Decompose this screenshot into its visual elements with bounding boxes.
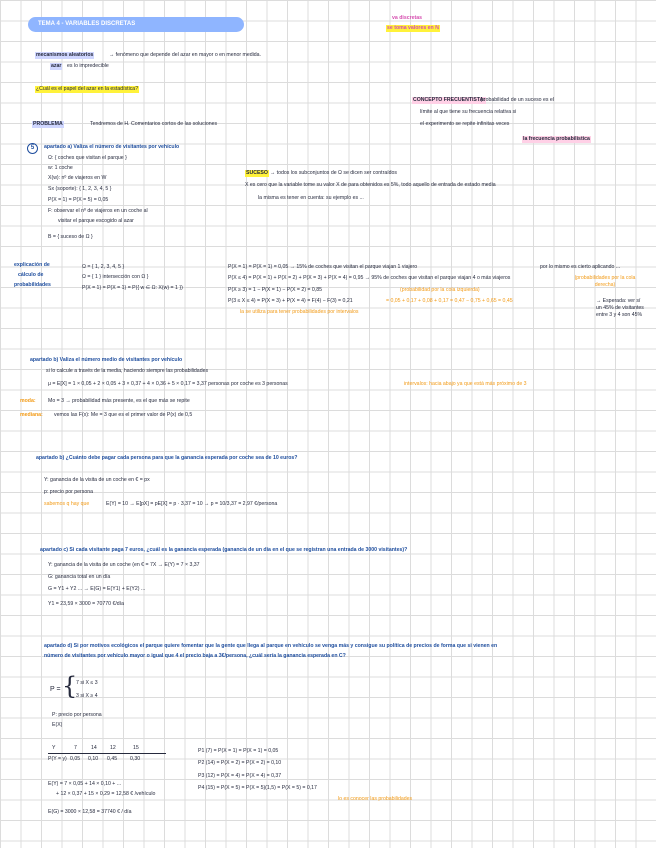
- part-d-heading: apartado d) Si por motivos ecológicos el parque quiere fomentar que la gente que llega al parque en vehículo se venga más y consigue su política de precios de forma que si vienen en: [44, 643, 498, 649]
- problem-label: PROBLEMA: [33, 121, 63, 127]
- page-title: TEMA 4 - VARIABLES DISCRETAS: [38, 21, 136, 27]
- table-head-cell: 12: [110, 745, 116, 751]
- explanation-right: P(X = 1) = P(X = 1) = 0,05 → 15% de coches que visitan el parque viajan 1 viajero: [228, 264, 418, 270]
- table-row-cell: 0,45: [107, 756, 118, 762]
- part-d-calc3: E(G) = 3000 × 12,58 = 37740 € / día: [48, 809, 132, 815]
- part-b2-heading: apartado b) ¿Cuánto debe pagar cada persona para que la ganancia esperada por coche sea de 10 euros?: [36, 455, 298, 461]
- table-row-cell: 0,05: [70, 756, 81, 762]
- definition-line1: probabilidad de un suceso es el: [481, 97, 554, 103]
- moda-text: Mo = 3 → probabilidad más presente, es el que más se repite: [48, 398, 190, 404]
- top-note-line2: se toma valores en ℕ: [387, 25, 440, 31]
- explanation-right-note: la se utiliza para tener probabilidades por intervalos: [240, 309, 359, 315]
- part-d-right-note: lo es conocer las probabilidades: [338, 796, 413, 802]
- intro-azar-text: es lo impredecible: [67, 63, 109, 69]
- part-d-calc1: E(Y) = 7 × 0,05 + 14 × 0,10 + ...: [48, 781, 122, 787]
- mediana-text: vemos las F(x): Me = 3 que es el primer valor de P(x) de 0,5: [54, 412, 193, 418]
- section5-line: visitar el parque escogido al azar: [58, 218, 134, 224]
- part-d-heading-2: número de visitantes por vehículo mayor o igual que 4 el precio baja a 3€/persona, ¿cuál sería la ganancia esperada en C?: [44, 653, 346, 659]
- part-b2-line2: p: precio por persona: [44, 489, 94, 495]
- section5-line: X(w): nº de viajeros en W: [48, 175, 107, 181]
- table-row-cell: 0,30: [130, 756, 141, 762]
- section5-line: F: observar el nº de viajeros en un coche al: [48, 208, 148, 214]
- explanation-right: P(3 ≤ X ≤ 4) = P(X = 3) + P(X = 4) = F(4) − F(3) = 0,21: [228, 298, 353, 304]
- section5-line: P(X = 1) = P(X = 5) = 0,05: [48, 197, 109, 203]
- part-c-line1: Y: ganancia de la visita de un coche (en € = 7X → E(Y) = 7 × 3,37: [48, 562, 200, 568]
- explanation-right-note: = 0,05 + 0,17 + 0,08 + 0,17 = 0,47 − 0,75 + 0,65 = 0,45: [386, 298, 513, 304]
- part-d-price: P: precio por persona: [52, 712, 102, 718]
- explanation-right: P(X ≥ 3) = 1 − P(X = 1) − P(X = 2) = 0,85: [228, 287, 322, 293]
- intro-question: ¿Cuál es el papel del azar en la estadística?: [36, 86, 139, 92]
- piecewise-brace: {: [62, 672, 78, 700]
- section5-line: Sx (soporte): { 1, 2, 3, 4, 5 }: [48, 186, 112, 192]
- part-b-line2: μ = E[X] = 1 × 0,05 + 2 × 0,05 + 3 × 0,37 + 4 × 0,36 + 5 × 0,17 = 3,37 personas por coche es 3 personas: [48, 381, 288, 387]
- part-b2-note: sabemos q hay que: [44, 501, 90, 507]
- section5-line: Ω: { coches que visitan el parque }: [48, 155, 127, 161]
- explanation-label: cálculo de: [18, 272, 44, 278]
- part-d-right1: P1 (7) = P(X = 1) = P(X = 1) = 0,05: [198, 748, 279, 754]
- section5-heading: apartado a) Valiza el número de visitantes por vehículo: [44, 144, 180, 150]
- suceso-side2: X es cero que la variable tome su valor X de para obtenidos es 5%, todo aquello de entrada de estado media: [245, 182, 496, 188]
- moda-label: moda:: [20, 398, 36, 404]
- suceso-side3: la misma es tener en cuenta: su ejemplo es ...: [258, 195, 364, 201]
- part-c-line3: G = Y1 + Y2 ... → E(G) = E(Y1) + E(Y2) ...: [48, 586, 146, 592]
- intro-label: mecanismos aleatorios: [36, 52, 94, 58]
- suceso-label: SUCESO: [246, 170, 268, 176]
- explanation-right-note: (probabilidades por la cola derecha): [574, 275, 636, 288]
- definition-line4: la frecuencia probabilística: [523, 136, 590, 142]
- explanation-label: explicación de: [14, 262, 50, 268]
- section5-line: w: 1 coche: [48, 165, 73, 171]
- part-d-right4: P4 (15) = P(X = 5) = P(X = 5)(1,5) = P(X = 5) = 0,17: [198, 785, 317, 791]
- table-head-cell: 14: [91, 745, 97, 751]
- part-d-right2: P2 (14) = P(X = 2) = P(X = 2) = 0,10: [198, 760, 282, 766]
- top-note-line1: va discretas: [392, 15, 422, 21]
- part-c-heading: apartado c) Si cada visitante paga 7 euros, ¿cuál es la ganancia esperada (ganancia de un día en el que se registran una entrada de 3000 visitantes)?: [40, 547, 408, 553]
- table-row-cell: P(Y = y): [48, 756, 67, 762]
- part-d-right3: P3 (12) = P(X = 4) = P(X = 4) = 0,37: [198, 773, 282, 779]
- part-c-line4: Y1 = 23,59 × 3000 = 70770 €/día: [48, 601, 125, 607]
- part-c-line2: G: ganancia total en un día: [48, 574, 111, 580]
- table-row-cell: 0,10: [88, 756, 99, 762]
- explanation-right-note: (probabilidad por la cola izquierda): [400, 287, 480, 293]
- table-divider: [48, 753, 166, 754]
- definition-line2: límite al que tiene su frecuencia relativa si: [420, 109, 517, 115]
- part-d-ex: E(X): [52, 722, 63, 728]
- intro-azar-label: azar: [51, 63, 62, 69]
- part-b-note: intervalos: hacia abajo ya que está más próximo de 3: [404, 381, 527, 387]
- piecewise-lhs: P =: [50, 686, 61, 693]
- explanation-left: Ω = { 1, 2, 3, 4, 5 }: [82, 264, 125, 270]
- mediana-label: mediana:: [20, 412, 43, 418]
- part-b2-line1: Y: ganancia de la visita de un coche en € = px: [44, 477, 150, 483]
- table-head-cell: 7: [74, 745, 77, 751]
- explanation-left: Ω = { 1 } intersección con Ω }: [82, 274, 149, 280]
- definition-line3: el experimento se repite infinitas veces: [420, 121, 510, 127]
- explanation-left: P(X = 1) = P(X = 1) = P({ w ∈ Ω: X(w) = 1 }): [82, 285, 183, 291]
- part-d-calc2: + 12 × 0,37 + 15 × 0,29 = 12,58 € /vehículo: [56, 791, 156, 797]
- part-b-line1: si lo calcule a través de la media, haciendo siempre las probabilidades: [46, 368, 209, 374]
- piecewise-case-a: 7 si X ≤ 3: [76, 680, 98, 686]
- section5-line: B = { suceso de Ω }: [48, 234, 93, 240]
- explanation-right-tail: → Esperada: ver sí un 45% de visitantes entre 3 y 4 son 45%: [596, 298, 644, 318]
- intro-text: → fenómeno que depende del azar en mayor o en menor medida.: [109, 52, 261, 58]
- table-head-cell: 15: [133, 745, 139, 751]
- section-number: 5: [27, 143, 38, 154]
- problem-text: Tendremos de H. Comentarios cortos de las soluciones: [90, 121, 218, 127]
- part-b2-line3: E(Y) = 10 → E[pX] = pE[X] = p · 3,37 = 10 → p = 10/3,37 = 2,97 €/persona: [106, 501, 278, 507]
- explanation-right: por lo mismo es cierto aplicando ...: [540, 264, 621, 270]
- explanation-right: P(X ≤ 4) = P(X = 1) + P(X = 2) + P(X = 3) + P(X = 4) = 0,95 → 95% de coches que visitan el parque viajan 4 o más viajeros: [228, 275, 511, 281]
- piecewise-case-b: 3 si X ≥ 4: [76, 693, 98, 699]
- definition-label: CONCEPTO FRECUENTISTA:: [413, 97, 486, 103]
- part-b-heading: apartado b) Valiza el número medio de visitantes por vehículo: [30, 357, 183, 363]
- explanation-label: probabilidades: [14, 282, 51, 288]
- table-head-cell: Y: [52, 745, 56, 751]
- suceso-text: → todos los subconjuntos de Ω se dicen ser contraídos: [270, 170, 398, 176]
